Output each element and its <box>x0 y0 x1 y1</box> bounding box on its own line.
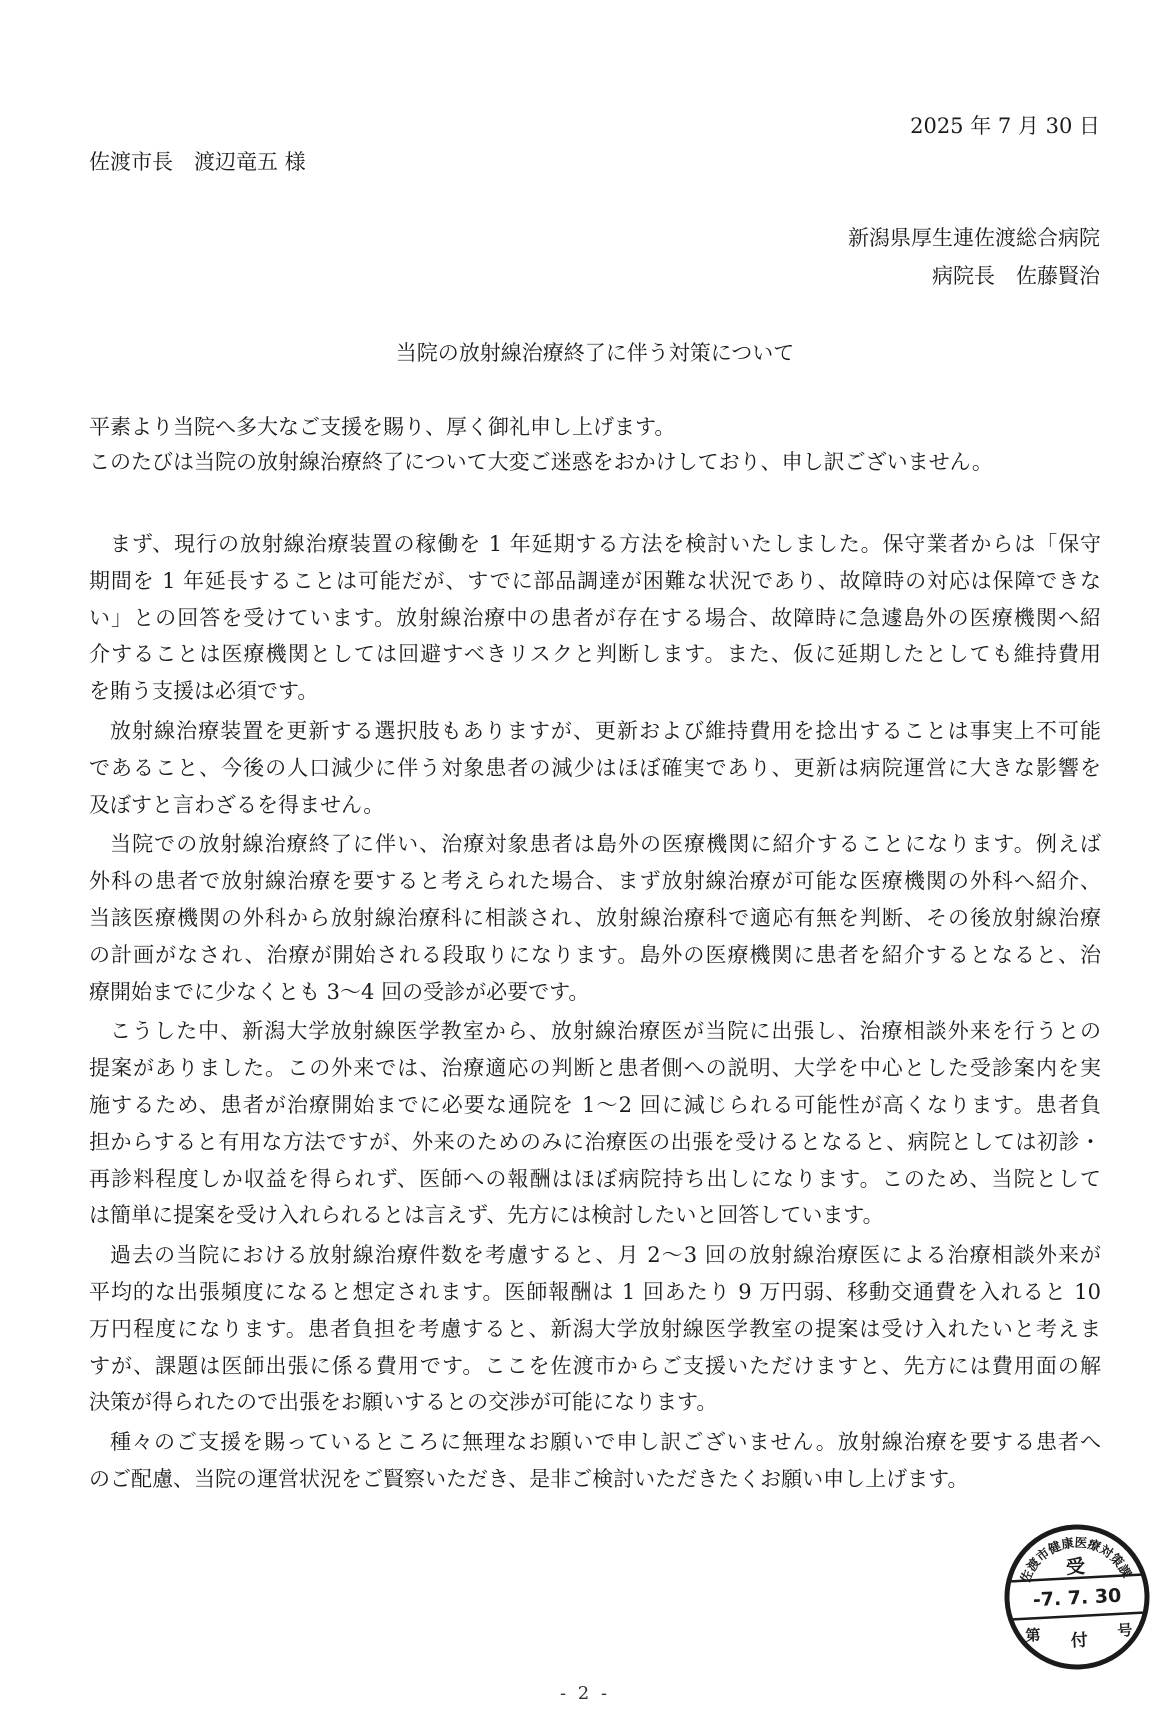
body-line: 再診料程度しか収益を得られず、医師への報酬はほぼ病院持ち出しになります。このため、当院として <box>89 1166 1101 1191</box>
paragraph <box>89 1424 1101 1498</box>
body-line: 外科の患者で放射線治療を要すると考えられた場合、まず放射線治療が可能な医療機関の外科へ紹介、 <box>89 869 1101 894</box>
body-line: 過去の当院における放射線治療件数を考慮すると、月 2～3 回の放射線治療医による治療相談外来が <box>110 1243 1101 1268</box>
body-line: こうした中、新潟大学放射線医学教室から、放射線治療医が当院に出張し、治療相談外来を行うとの <box>110 1019 1101 1044</box>
body-line: 放射線治療装置を更新する選択肢もありますが、更新および維持費用を捻出することは事実上不可能 <box>110 718 1101 743</box>
stamp-bottom-center: 付 <box>1070 1630 1089 1652</box>
body-line: 提案がありました。この外来では、治療適応の判断と患者側への説明、大学を中心とした受診案内を実 <box>89 1056 1101 1081</box>
body-line: 平均的な出張頻度になると想定されます。医師報酬は 1 回あたり 9 万円弱、移動交通費を入れると 10 <box>89 1279 1101 1304</box>
addressee: 佐渡市長 渡辺竜五 様 <box>89 150 306 174</box>
body-line: のご配慮、当院の運営状況をご賢察いただき、是非ご検討いただきたくお願い申し上げます。 <box>89 1466 969 1491</box>
sender-name: 病院長 佐藤賢治 <box>932 264 1100 288</box>
body-line: い」との回答を受けています。放射線治療中の患者が存在する場合、故障時に急遽島外の医療機関へ紹 <box>89 605 1101 630</box>
body-line: まず、現行の放射線治療装置の稼働を 1 年延期する方法を検討いたしました。保守業者からは「保守 <box>110 532 1101 556</box>
stamp-lower-divider <box>1013 1613 1143 1620</box>
greeting-line: 平素より当院へ多大なご支援を賜り、厚く御礼申し上げます。 <box>89 415 676 439</box>
letter-body <box>89 526 1101 1498</box>
paragraph <box>89 1013 1101 1234</box>
page-number: - 2 - <box>559 1683 611 1704</box>
body-line: 万円程度になります。患者負担を考慮すると、新潟大学放射線医学教室の提案は受け入れたいと考えま <box>89 1316 1101 1341</box>
received-stamp <box>995 1515 1160 1680</box>
stamp-bottom-right: 号 <box>1116 1621 1133 1640</box>
stamp-department-path: 佐渡市健康医療対策課 <box>1017 1534 1135 1585</box>
body-line: すが、課題は医師出張に係る費用です。ここを佐渡市からご支援いただけますと、先方には費用面の解 <box>89 1353 1101 1378</box>
body-line: 療開始までに少なくとも 3～4 回の受診が必要です。 <box>89 979 590 1004</box>
paragraph <box>89 713 1101 823</box>
body-line: を賄う支援は必須です。 <box>89 679 319 704</box>
body-line: は簡単に提案を受け入れられるとは言えず、先方には検討したいと回答しています。 <box>89 1203 884 1228</box>
letter-date: 2025 年 7 月 30 日 <box>910 114 1100 138</box>
body-line: 施するため、患者が治療開始までに必要な通院を 1～2 回に減じられる可能性が高くなります。患者負 <box>89 1092 1101 1117</box>
greeting-line: このたびは当院の放射線治療終了について大変ご迷惑をおかけしており、申し訳ございません。 <box>89 450 993 474</box>
body-line: 期間を 1 年延長することは可能だが、すでに部品調達が困難な状況であり、故障時の対応は保障できな <box>89 568 1101 593</box>
sender-block <box>848 219 1100 295</box>
paragraph <box>89 826 1101 1010</box>
body-line: であること、今後の人口減少に伴う対象患者の減少はほぼ確実であり、更新は病院運営に大きな影響を <box>89 755 1101 780</box>
body-line: 当該医療機関の外科から放射線治療科に相談され、放射線治療科で適応有無を判断、その後放射線治療 <box>89 905 1101 930</box>
body-line: 当院での放射線治療終了に伴い、治療対象患者は島外の医療機関に紹介することになります。例えば <box>110 832 1101 857</box>
body-line: 決策が得られたので出張をお願いするとの交渉が可能になります。 <box>89 1390 718 1415</box>
body-line: 種々のご支援を賜っているところに無理なお願いで申し訳ございません。放射線治療を要する患者へ <box>110 1430 1101 1455</box>
paragraph <box>89 1237 1101 1421</box>
body-line: 及ぼすと言わざるを得ません。 <box>89 792 385 817</box>
body-line: 担からすると有用な方法ですが、外来のためのみに治療医の出張を受けるとなると、病院としては初診・ <box>89 1129 1101 1154</box>
paragraph <box>89 526 1101 710</box>
body-line: 介することは医療機関としては回避すべきリスクと判断します。また、仮に延期したとしても維持費用 <box>89 642 1101 667</box>
stamp-bottom-left: 第 <box>1024 1625 1041 1645</box>
greeting <box>89 410 1101 480</box>
stamp-top-char: 受 <box>1065 1555 1086 1579</box>
stamp-date: -7. 7. 30 <box>1032 1584 1122 1612</box>
body-line: の計画がなされ、治療が開始される段取りになります。島外の医療機関に患者を紹介するとなると、治 <box>89 942 1101 967</box>
sender-organization: 新潟県厚生連佐渡総合病院 <box>848 226 1100 250</box>
letter-title: 当院の放射線治療終了に伴う対策について <box>395 341 795 365</box>
